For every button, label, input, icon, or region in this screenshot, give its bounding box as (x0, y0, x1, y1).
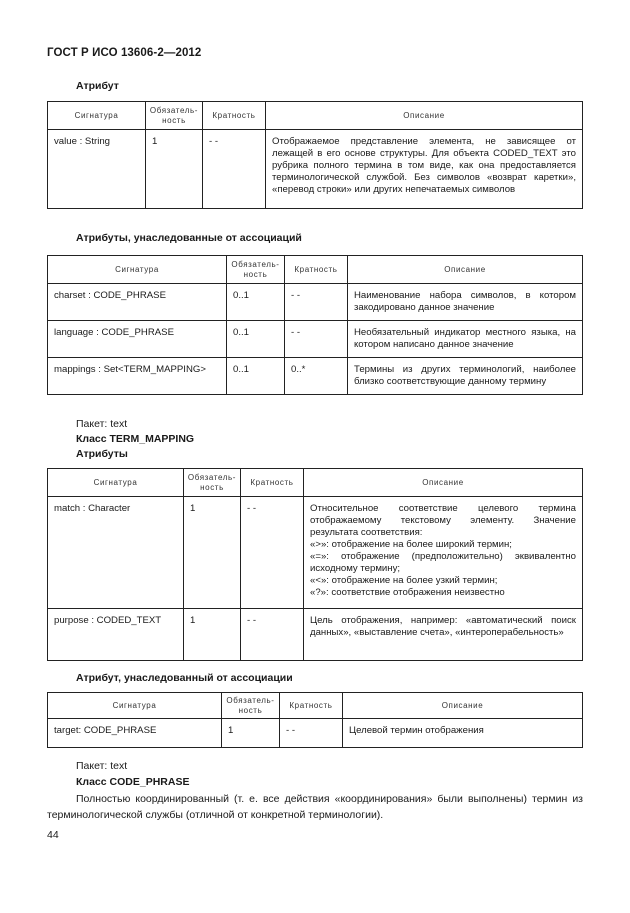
cell-multiplicity: - - (241, 609, 304, 661)
column-header-required: Обязатель- ность (146, 102, 203, 130)
description-text: Относительное соответствие целевого термина отображаемому текстовому элементу. Значение результата соответствия: (310, 503, 576, 538)
match-value-line: «=»: отображение (предположительно) эквивалентно исходному термину; (310, 551, 576, 574)
cell-description: Наименование набора символов, в котором закодировано данное значение (348, 284, 583, 321)
cell-required: 0..1 (227, 321, 285, 358)
cell-description: Необязательный индикатор местного языка, на котором написано данное значение (348, 321, 583, 358)
column-header-signature: Сигнатура (48, 102, 146, 130)
cell-multiplicity: - - (203, 130, 266, 209)
section-heading-inherited-attributes: Атрибуты, унаследованные от ассоциаций (76, 232, 302, 244)
table-row (48, 358, 583, 395)
table-row (48, 284, 583, 321)
inherited-attributes-table (47, 255, 583, 395)
cell-multiplicity: - - (280, 719, 343, 748)
column-header-multiplicity: Кратность (203, 102, 266, 130)
cell-multiplicity: - - (285, 284, 348, 321)
column-header-description: Описание (304, 469, 583, 497)
cell-multiplicity: 0..* (285, 358, 348, 395)
class-description-paragraph: Полностью координированный (т. е. все действия «координирования» были выполнены) термин из терминологической службы (отличной от конкретной терминологии). (47, 793, 583, 821)
page-number: 44 (47, 829, 59, 841)
column-header-signature: Сигнатура (48, 256, 227, 284)
cell-description (304, 497, 583, 609)
column-header-multiplicity: Кратность (285, 256, 348, 284)
cell-required: 1 (146, 130, 203, 209)
table-row (48, 321, 583, 358)
cell-signature: match : Character (48, 497, 184, 609)
package-label: Пакет: text (76, 418, 128, 430)
cell-required: 1 (184, 497, 241, 609)
attribute-table (47, 101, 583, 209)
cell-signature: mappings : Set<TERM_MAPPING> (48, 358, 227, 395)
column-header-signature: Сигнатура (48, 469, 184, 497)
column-header-required: Обязатель- ность (222, 693, 280, 719)
cell-signature: purpose : CODED_TEXT (48, 609, 184, 661)
match-value-line: «<»: отображение на более узкий термин; (310, 575, 498, 586)
column-header-multiplicity: Кратность (280, 693, 343, 719)
term-mapping-attributes-table (47, 468, 583, 661)
column-header-description: Описание (343, 693, 583, 719)
table-header-row (48, 256, 583, 284)
cell-signature: target: CODE_PHRASE (48, 719, 222, 748)
table-row (48, 497, 583, 609)
cell-required: 1 (222, 719, 280, 748)
cell-description: Отображаемое представление элемента, не зависящее от лежащей в его основе структуры. Для объекта CODED_TEXT это рубрика полного термина в том виде, как она предоставляется терминологической службой. Без символов «возврат каретки», «перевод строки» или других непечатаемых символов (266, 130, 583, 209)
cell-signature: language : CODE_PHRASE (48, 321, 227, 358)
table-header-row (48, 693, 583, 719)
cell-required: 0..1 (227, 284, 285, 321)
cell-multiplicity: - - (285, 321, 348, 358)
class-heading-code-phrase: Класс CODE_PHRASE (76, 776, 190, 788)
table-row (48, 609, 583, 661)
cell-description: Целевой термин отображения (343, 719, 583, 748)
attributes-heading: Атрибуты (76, 448, 128, 460)
column-header-required: Обязатель- ность (184, 469, 241, 497)
cell-required: 1 (184, 609, 241, 661)
class-heading-term-mapping: Класс TERM_MAPPING (76, 433, 195, 445)
package-label: Пакет: text (76, 760, 128, 772)
column-header-description: Описание (348, 256, 583, 284)
column-header-signature: Сигнатура (48, 693, 222, 719)
cell-signature: charset : CODE_PHRASE (48, 284, 227, 321)
section-heading-attribute: Атрибут (76, 80, 119, 92)
table-header-row (48, 102, 583, 130)
table-row (48, 719, 583, 748)
match-value-line: «>»: отображение на более широкий термин; (310, 539, 512, 550)
cell-required: 0..1 (227, 358, 285, 395)
cell-description: Цель отображения, например: «автоматический поиск данных», «выставление счета», «интероперабельность» (304, 609, 583, 661)
table-row (48, 130, 583, 209)
cell-description: Термины из других терминологий, наиболее близко соответствующие данному термину (348, 358, 583, 395)
inherited-attribute-table (47, 692, 583, 748)
cell-multiplicity: - - (241, 497, 304, 609)
cell-signature: value : String (48, 130, 146, 209)
column-header-required: Обязатель- ность (227, 256, 285, 284)
match-value-line: «?»: соответствие отображения неизвестно (310, 587, 505, 598)
column-header-description: Описание (266, 102, 583, 130)
table-header-row (48, 469, 583, 497)
section-heading-inherited-attribute: Атрибут, унаследованный от ассоциации (76, 672, 293, 684)
document-header: ГОСТ Р ИСО 13606-2—2012 (47, 47, 202, 59)
column-header-multiplicity: Кратность (241, 469, 304, 497)
